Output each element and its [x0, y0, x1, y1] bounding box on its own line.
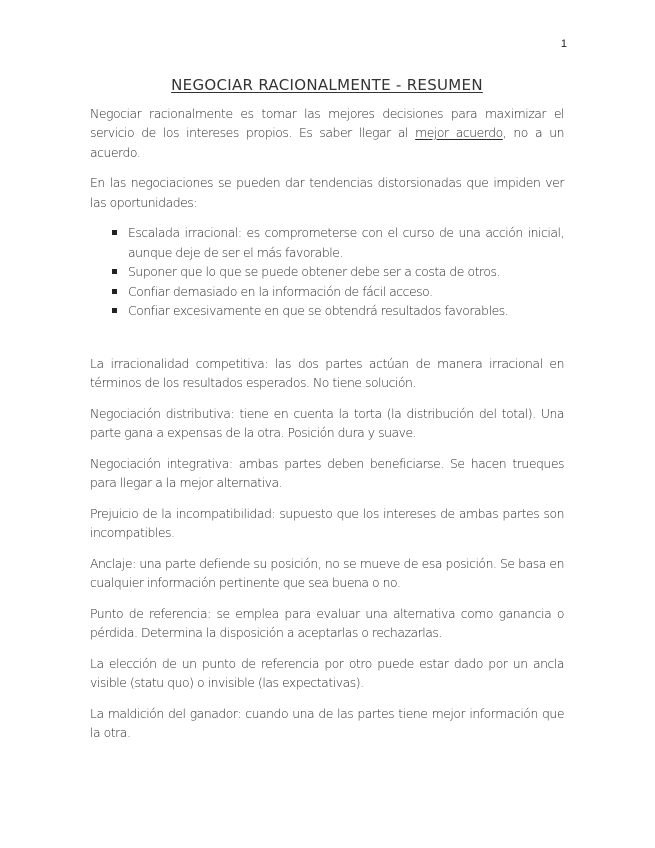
- paragraph-prejuicio-incompatibilidad: Prejuicio de la incompatibilidad: supuesto que los intereses de ambas partes son incompatibles.: [90, 505, 564, 540]
- page-number: 1: [560, 38, 567, 50]
- paragraph-anclaje: Anclaje: una parte defiende su posición, no se mueve de esa posición. Se basa en cualquier información pertinente que sea buena o no.: [90, 555, 564, 590]
- tendencies-intro-paragraph: En las negociaciones se pueden dar tendencias distorsionadas que impiden ver las oportunidades:: [90, 175, 564, 210]
- list-item: Confiar excesivamente en que se obtendrá resultados favorables.: [128, 301, 564, 321]
- paragraph-eleccion-punto-referencia: La elección de un punto de referencia por otro puede estar dado por un ancla visible (statu quo) o invisible (las expectativas).: [90, 655, 564, 690]
- paragraph-maldicion-ganador: La maldición del ganador: cuando una de las partes tiene mejor información que la otra.: [90, 705, 564, 740]
- list-item: Suponer que lo que se puede obtener debe ser a costa de otros.: [128, 262, 564, 282]
- list-item: Confiar demasiado en la información de fácil acceso.: [128, 282, 564, 302]
- document-body: [90, 76, 564, 754]
- paragraph-punto-referencia: Punto de referencia: se emplea para evaluar una alternativa como ganancia o pérdida. Determina la disposición a aceptarlas o rechazarlas.: [90, 605, 564, 640]
- section-spacer: [90, 321, 564, 354]
- intro-text-after: , no a un acuerdo.: [90, 125, 565, 160]
- paragraph-negociacion-integrativa: Negociación integrativa: ambas partes deben beneficiarse. Se hacen trueques para llegar a la mejor alternativa.: [90, 455, 564, 490]
- tendencies-list: [90, 223, 564, 321]
- intro-paragraph: [90, 104, 564, 163]
- intro-underlined-text: mejor acuerdo: [415, 125, 503, 140]
- document-title: NEGOCIAR RACIONALMENTE - RESUMEN: [171, 76, 483, 94]
- paragraph-irracionalidad-competitiva: La irracionalidad competitiva: las dos partes actúan de manera irracional en términos de los resultados esperados. No tiene solución.: [90, 355, 564, 390]
- intro-text-before: Negociar racionalmente es tomar las mejores decisiones para maximizar el servicio de los intereses propios. Es saber llegar al: [90, 105, 564, 140]
- list-item: Escalada irracional: es comprometerse con el curso de una acción inicial, aunque deje de ser el más favorable.: [128, 223, 564, 262]
- paragraph-negociacion-distributiva: Negociación distributiva: tiene en cuenta la torta (la distribución del total). Una parte gana a expensas de la otra. Posición dura y suave.: [90, 405, 564, 440]
